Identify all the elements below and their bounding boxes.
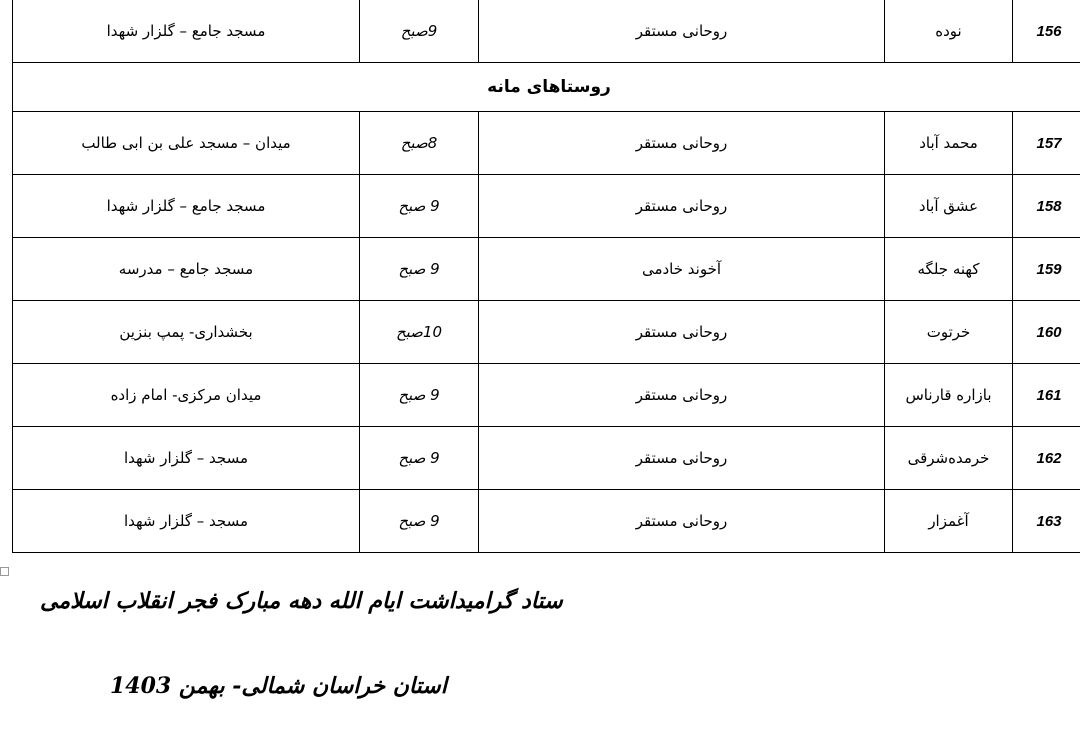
- row-number-cell: 163: [1013, 490, 1080, 553]
- section-header-row: [13, 63, 1080, 112]
- table-row: [13, 112, 1080, 175]
- row-number-cell: 157: [1013, 112, 1080, 175]
- table-row: [13, 238, 1080, 301]
- time-cell: 9 صبح: [360, 364, 479, 427]
- time-cell: 10صبح: [360, 301, 479, 364]
- place-cell: میدان مرکزی- امام زاده: [13, 364, 360, 427]
- table-row: [13, 175, 1080, 238]
- time-cell: 9 صبح: [360, 427, 479, 490]
- village-cell: نوده: [885, 0, 1013, 63]
- schedule-table: [12, 0, 1080, 553]
- speaker-cell: روحانی مستقر: [479, 490, 885, 553]
- table-row: [13, 301, 1080, 364]
- table-row: [13, 0, 1080, 63]
- speaker-cell: روحانی مستقر: [479, 112, 885, 175]
- row-number-cell: 162: [1013, 427, 1080, 490]
- time-cell: 9 صبح: [360, 175, 479, 238]
- time-cell: 9 صبح: [360, 490, 479, 553]
- time-cell: 9 صبح: [360, 238, 479, 301]
- table-move-handle[interactable]: [0, 567, 9, 576]
- speaker-cell: روحانی مستقر: [479, 364, 885, 427]
- village-cell: محمد آباد: [885, 112, 1013, 175]
- speaker-cell: روحانی مستقر: [479, 427, 885, 490]
- speaker-cell: آخوند خادمی: [479, 238, 885, 301]
- row-number-cell: 161: [1013, 364, 1080, 427]
- place-cell: مسجد جامع – مدرسه: [13, 238, 360, 301]
- table-row: [13, 490, 1080, 553]
- section-title: روستاهای مانه: [13, 63, 1080, 112]
- table-row: [13, 364, 1080, 427]
- row-number-cell: 160: [1013, 301, 1080, 364]
- village-cell: آغمزار: [885, 490, 1013, 553]
- row-number-cell: 158: [1013, 175, 1080, 238]
- place-cell: مسجد – گلزار شهدا: [13, 427, 360, 490]
- speaker-cell: روحانی مستقر: [479, 0, 885, 63]
- time-cell: 9صبح: [360, 0, 479, 63]
- time-cell: 8صبح: [360, 112, 479, 175]
- row-number-cell: 159: [1013, 238, 1080, 301]
- village-cell: خرتوت: [885, 301, 1013, 364]
- village-cell: بازاره قارناس: [885, 364, 1013, 427]
- footer-organization: ستاد گرامیداشت ایام الله دهه مبارک فجر انقلاب اسلامی: [40, 588, 563, 614]
- village-cell: خرمده‌شرقی: [885, 427, 1013, 490]
- place-cell: میدان – مسجد علی بن ابی طالب: [13, 112, 360, 175]
- table-row: [13, 427, 1080, 490]
- place-cell: بخشداری- پمپ بنزین: [13, 301, 360, 364]
- place-cell: مسجد – گلزار شهدا: [13, 490, 360, 553]
- speaker-cell: روحانی مستقر: [479, 175, 885, 238]
- footer-province-date: استان خراسان شمالی- بهمن 1403: [110, 673, 447, 699]
- place-cell: مسجد جامع – گلزار شهدا: [13, 175, 360, 238]
- speaker-cell: روحانی مستقر: [479, 301, 885, 364]
- village-cell: عشق آباد: [885, 175, 1013, 238]
- row-number-cell: 156: [1013, 0, 1080, 63]
- village-cell: کهنه جلگه: [885, 238, 1013, 301]
- place-cell: مسجد جامع – گلزار شهدا: [13, 0, 360, 63]
